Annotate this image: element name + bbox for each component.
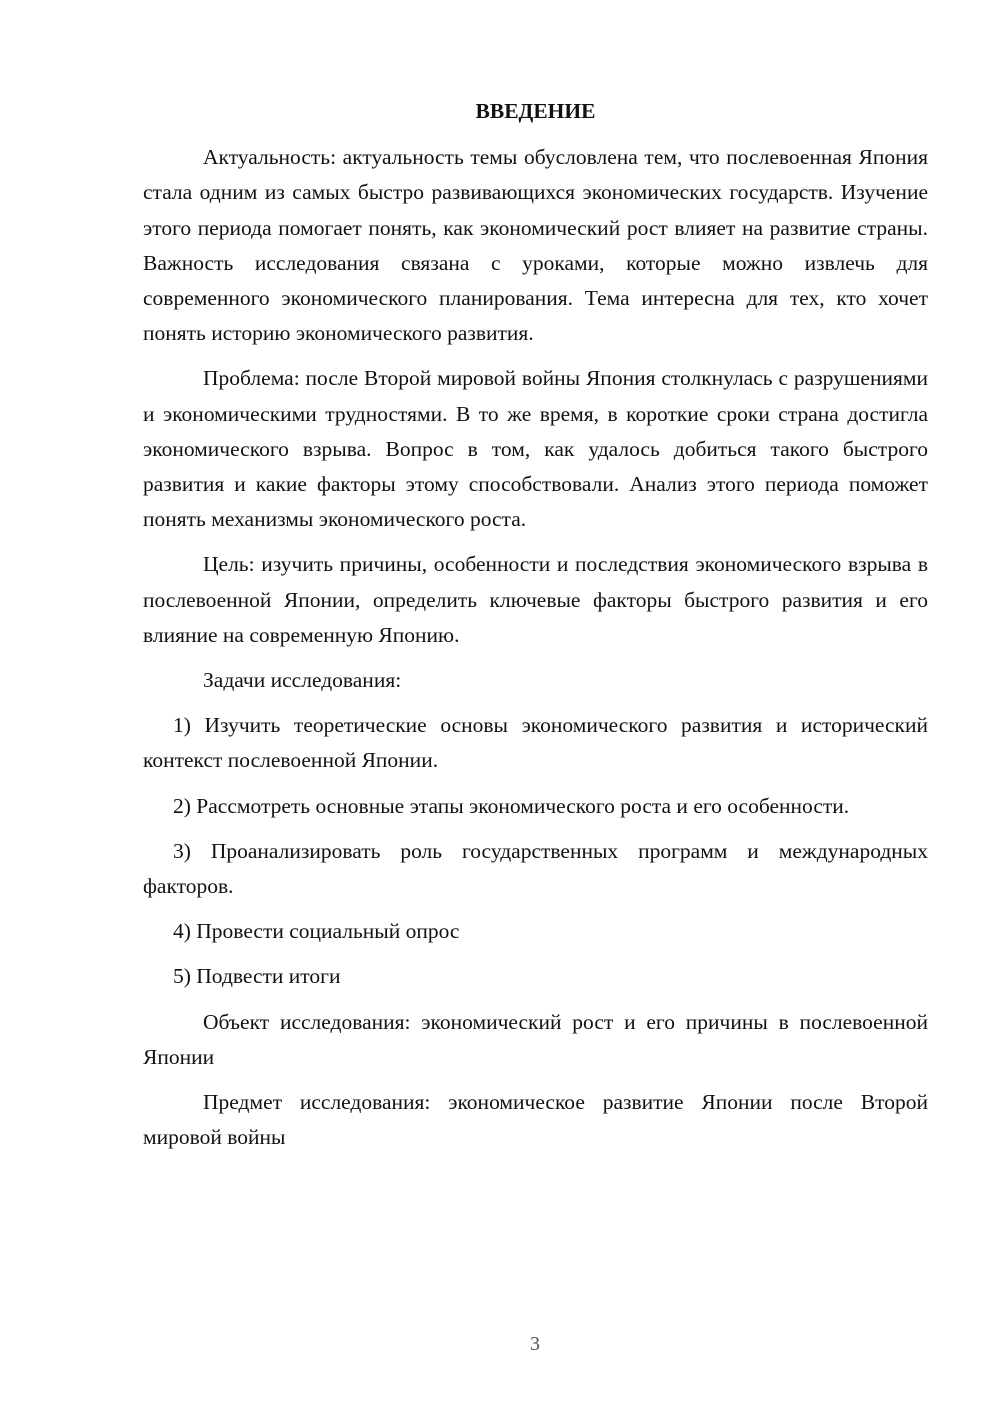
paragraph-subject: Предмет исследования: экономическое развитие Японии после Второй мировой войны bbox=[143, 1090, 928, 1150]
paragraph-relevance: Актуальность: актуальность темы обусловлена тем, что послевоенная Япония стала одним из самых быстро развивающихся экономических государств. Изучение этого периода помогает понять, как экономический рост влияет на развитие страны. Важность исследования связана с уроками, которые можно извлечь для современного экономического планирования. Тема интересна для тех, кто хочет понять историю экономического развития. bbox=[143, 145, 928, 346]
tasks-heading: Задачи исследования: bbox=[203, 668, 402, 693]
paragraph-problem: Проблема: после Второй мировой войны Япония столкнулась с разрушениями и экономическими трудностями. В то же время, в короткие сроки страна достигла экономического взрыва. Вопрос в том, как удалось добиться такого быстрого развития и какие факторы этому способствовали. Анализ этого периода поможет понять механизмы экономического роста. bbox=[143, 366, 928, 532]
section-heading: ВВЕДЕНИЕ bbox=[475, 99, 596, 123]
paragraph-goal: Цель: изучить причины, особенности и последствия экономического взрыва в послевоенной Японии, определить ключевые факторы быстрого развития и его влияние на современную Японию. bbox=[143, 552, 928, 647]
task-item-1: 1) Изучить теоретические основы экономического развития и исторический контекст послевоенной Японии. bbox=[143, 713, 928, 773]
task-item-3: 3) Проанализировать роль государственных программ и международных факторов. bbox=[143, 838, 928, 899]
paragraph-object: Объект исследования: экономический рост и его причины в послевоенной Японии bbox=[143, 1009, 928, 1069]
page-number: 3 bbox=[530, 1333, 540, 1355]
task-item-5: 5) Подвести итоги bbox=[173, 964, 341, 989]
page-content bbox=[143, 94, 928, 1165]
task-item-2: 2) Рассмотреть основные этапы экономического роста и его особенности. bbox=[173, 793, 850, 818]
task-item-4: 4) Провести социальный опрос bbox=[173, 919, 460, 944]
